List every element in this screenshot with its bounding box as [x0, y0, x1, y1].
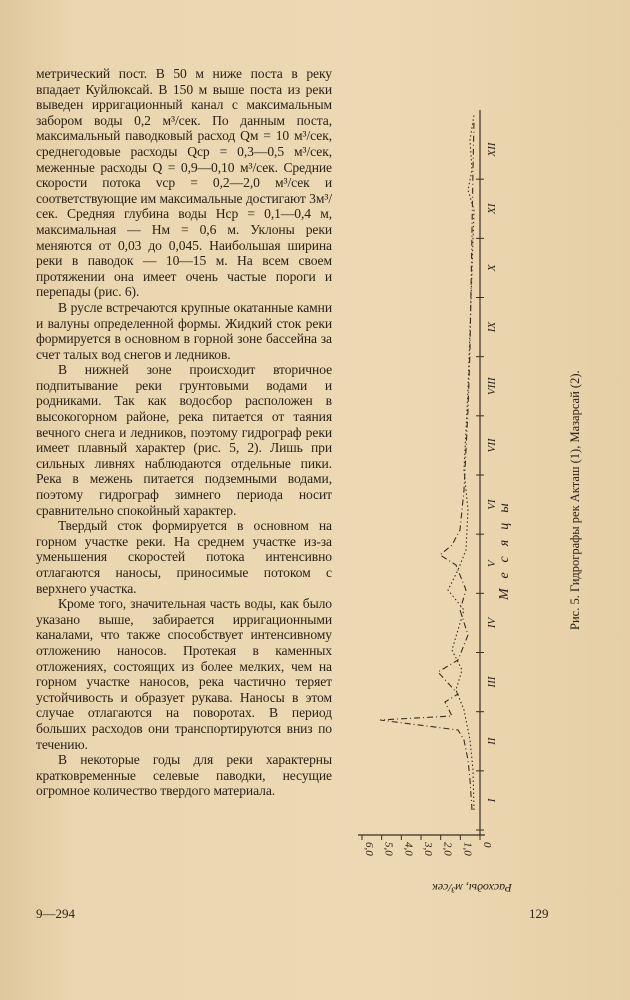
- value-tick-label: 5,0: [382, 842, 395, 856]
- value-tick-label: 4,0: [402, 842, 415, 856]
- month-label: XI: [486, 203, 498, 214]
- value-tick-label: 0: [481, 842, 493, 848]
- month-label: VII: [486, 438, 498, 453]
- month-label: X: [486, 264, 498, 272]
- signature-mark: 9—294: [36, 906, 75, 921]
- axis-label: [372, 880, 512, 896]
- month-label: XII: [486, 142, 498, 157]
- paragraph-5: Кроме того, значительная часть воды, как было указано выше, забирается ирригационными каналами, что также способствует интенсивному отложению наносов. Протекая в каменных отложениях, состоящих из более мелких, чем на горном участке наносов, река частично теряет устойчивость и образует рукава. Наносы в этом случае отлагаются на поворотах. В период больших расходов они транспортируются вниз по течению.: [36, 596, 332, 752]
- month-label: III: [486, 676, 498, 688]
- month-label: II: [486, 737, 498, 745]
- axis-label-text: Расходы, м³/сек: [432, 881, 512, 895]
- value-tick-label: 3,0: [422, 842, 434, 856]
- paragraph-3: В нижней зоне происходит вторичное подпитывание реки грунтовыми водами и родниками. Так как водосбор расположен в высокогорном районе, река питается от таяния вечного снега и ледников, поэтому гидрограф реки имеет плавный характер (рис. 5, 2). Лишь при сильных ливнях наблюдаются отдельные пики. Река в межень питается подземными водами, поэтому гидрограф зимнего периода носит сравнительно спокойный характер.: [36, 362, 332, 518]
- month-label: IV: [486, 617, 498, 629]
- paragraph-2: В русле встречаются крупные окатанные камни и валуны определенной формы. Жидкий сток реки формируется в основном в горной зоне бассейна за счет талых вод снегов и ледников.: [36, 299, 332, 362]
- month-label: I: [486, 798, 498, 803]
- paragraph-4: Твердый сток формируется в основном на горном участке реки. На среднем участке из-за уменьшения скоростей потока интенсивно отлагаются наносы, приносимые потоком с верхнего участка.: [36, 518, 332, 596]
- months-label: [497, 400, 527, 600]
- figure-caption-text: Рис. 5. Гидрографы рек Акташ (1), Мазарсай (2).: [568, 370, 582, 630]
- figure-caption: [568, 330, 592, 630]
- month-label: VIII: [486, 377, 498, 396]
- value-tick-label: 1,0: [461, 842, 474, 856]
- month-label: V: [486, 560, 498, 568]
- page-number: 129: [529, 906, 549, 921]
- hydrograph-aktash: [380, 120, 474, 810]
- value-tick-label: 6,0: [363, 842, 375, 856]
- text-column: [36, 66, 332, 799]
- month-ticks: [476, 141, 498, 830]
- month-label: VI: [486, 499, 498, 510]
- paragraph-6: В некоторые годы для реки характерны кратковременные селевые паводки, несущие огромное количество твердого материала.: [36, 752, 332, 799]
- hydrograph-mazarsay: [448, 115, 474, 810]
- value-ticks: [362, 835, 493, 856]
- paragraph-1: метрический пост. В 50 м ниже поста в реку впадает Куйлюксай. В 150 м выше поста из реки выведен ирригационный канал с максимальным забором воды 0,2 м³/сек. По данным поста, максимальный паводковый расход Qм = 10 м³/сек, среднегодовые расходы Qср = 0,3—0,5 м³/сек, меженные расходы Q = 0,9—0,10 м³/сек. Средние скорости потока vср = 0,2—2,0 м³/сек и соответствующие им максимальные достигают 3м³/сек. Средняя глубина воды Нср = 0,1—0,4 м, максимальная — Нм = 0,6 м. Уклоны реки меняются от 0,03 до 0,045. Наибольшая ширина реки в паводок — 10—15 м. На всем своем протяжении она имеет очень частые пороги и перепады (рис. 6).: [36, 66, 332, 300]
- value-tick-label: 2,0: [441, 842, 454, 856]
- months-label-text: Месяцы: [497, 493, 512, 600]
- month-label: IX: [486, 321, 498, 333]
